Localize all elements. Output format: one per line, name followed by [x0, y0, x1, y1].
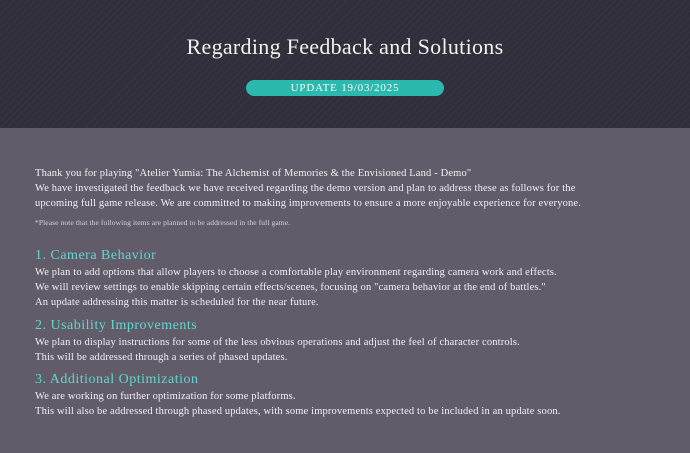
section-title-additional-optimization: 3. Additional Optimization [35, 372, 199, 387]
footnote: *Please note that the following items are planned to be addressed in the full game. [35, 218, 291, 227]
section-line: We plan to add options that allow players to choose a comfortable play environment regarding camera work and effects. [35, 267, 557, 278]
intro-line: We have investigated the feedback we have received regarding the demo version and plan to address these as follows for the [35, 183, 576, 194]
section-line: An update addressing this matter is scheduled for the near future. [35, 297, 319, 308]
header-banner [0, 0, 690, 128]
intro-line: upcoming full game release. We are committed to making improvements to ensure a more enjoyable experience for everyone. [35, 198, 581, 209]
section-title-usability-improvements: 2. Usability Improvements [35, 318, 198, 333]
section-line: We are working on further optimization for some platforms. [35, 391, 296, 402]
announcement-content [35, 166, 660, 419]
section-line: We will review settings to enable skipping certain effects/scenes, focusing on "camera behavior at the end of battles." [35, 282, 546, 293]
section-line: This will also be addressed through phased updates, with some improvements expected to be included in an update soon. [35, 406, 561, 417]
intro-line: Thank you for playing "Atelier Yumia: The Alchemist of Memories & the Envisioned Land - Demo" [35, 168, 472, 179]
update-date-badge: UPDATE 19/03/2025 [246, 80, 444, 96]
section-line: This will be addressed through a series of phased updates. [35, 352, 288, 363]
section-title-camera-behavior: 1. Camera Behavior [35, 248, 157, 263]
section-line: We plan to display instructions for some of the less obvious operations and adjust the feel of character controls. [35, 337, 520, 348]
page-title: Regarding Feedback and Solutions [186, 34, 504, 59]
